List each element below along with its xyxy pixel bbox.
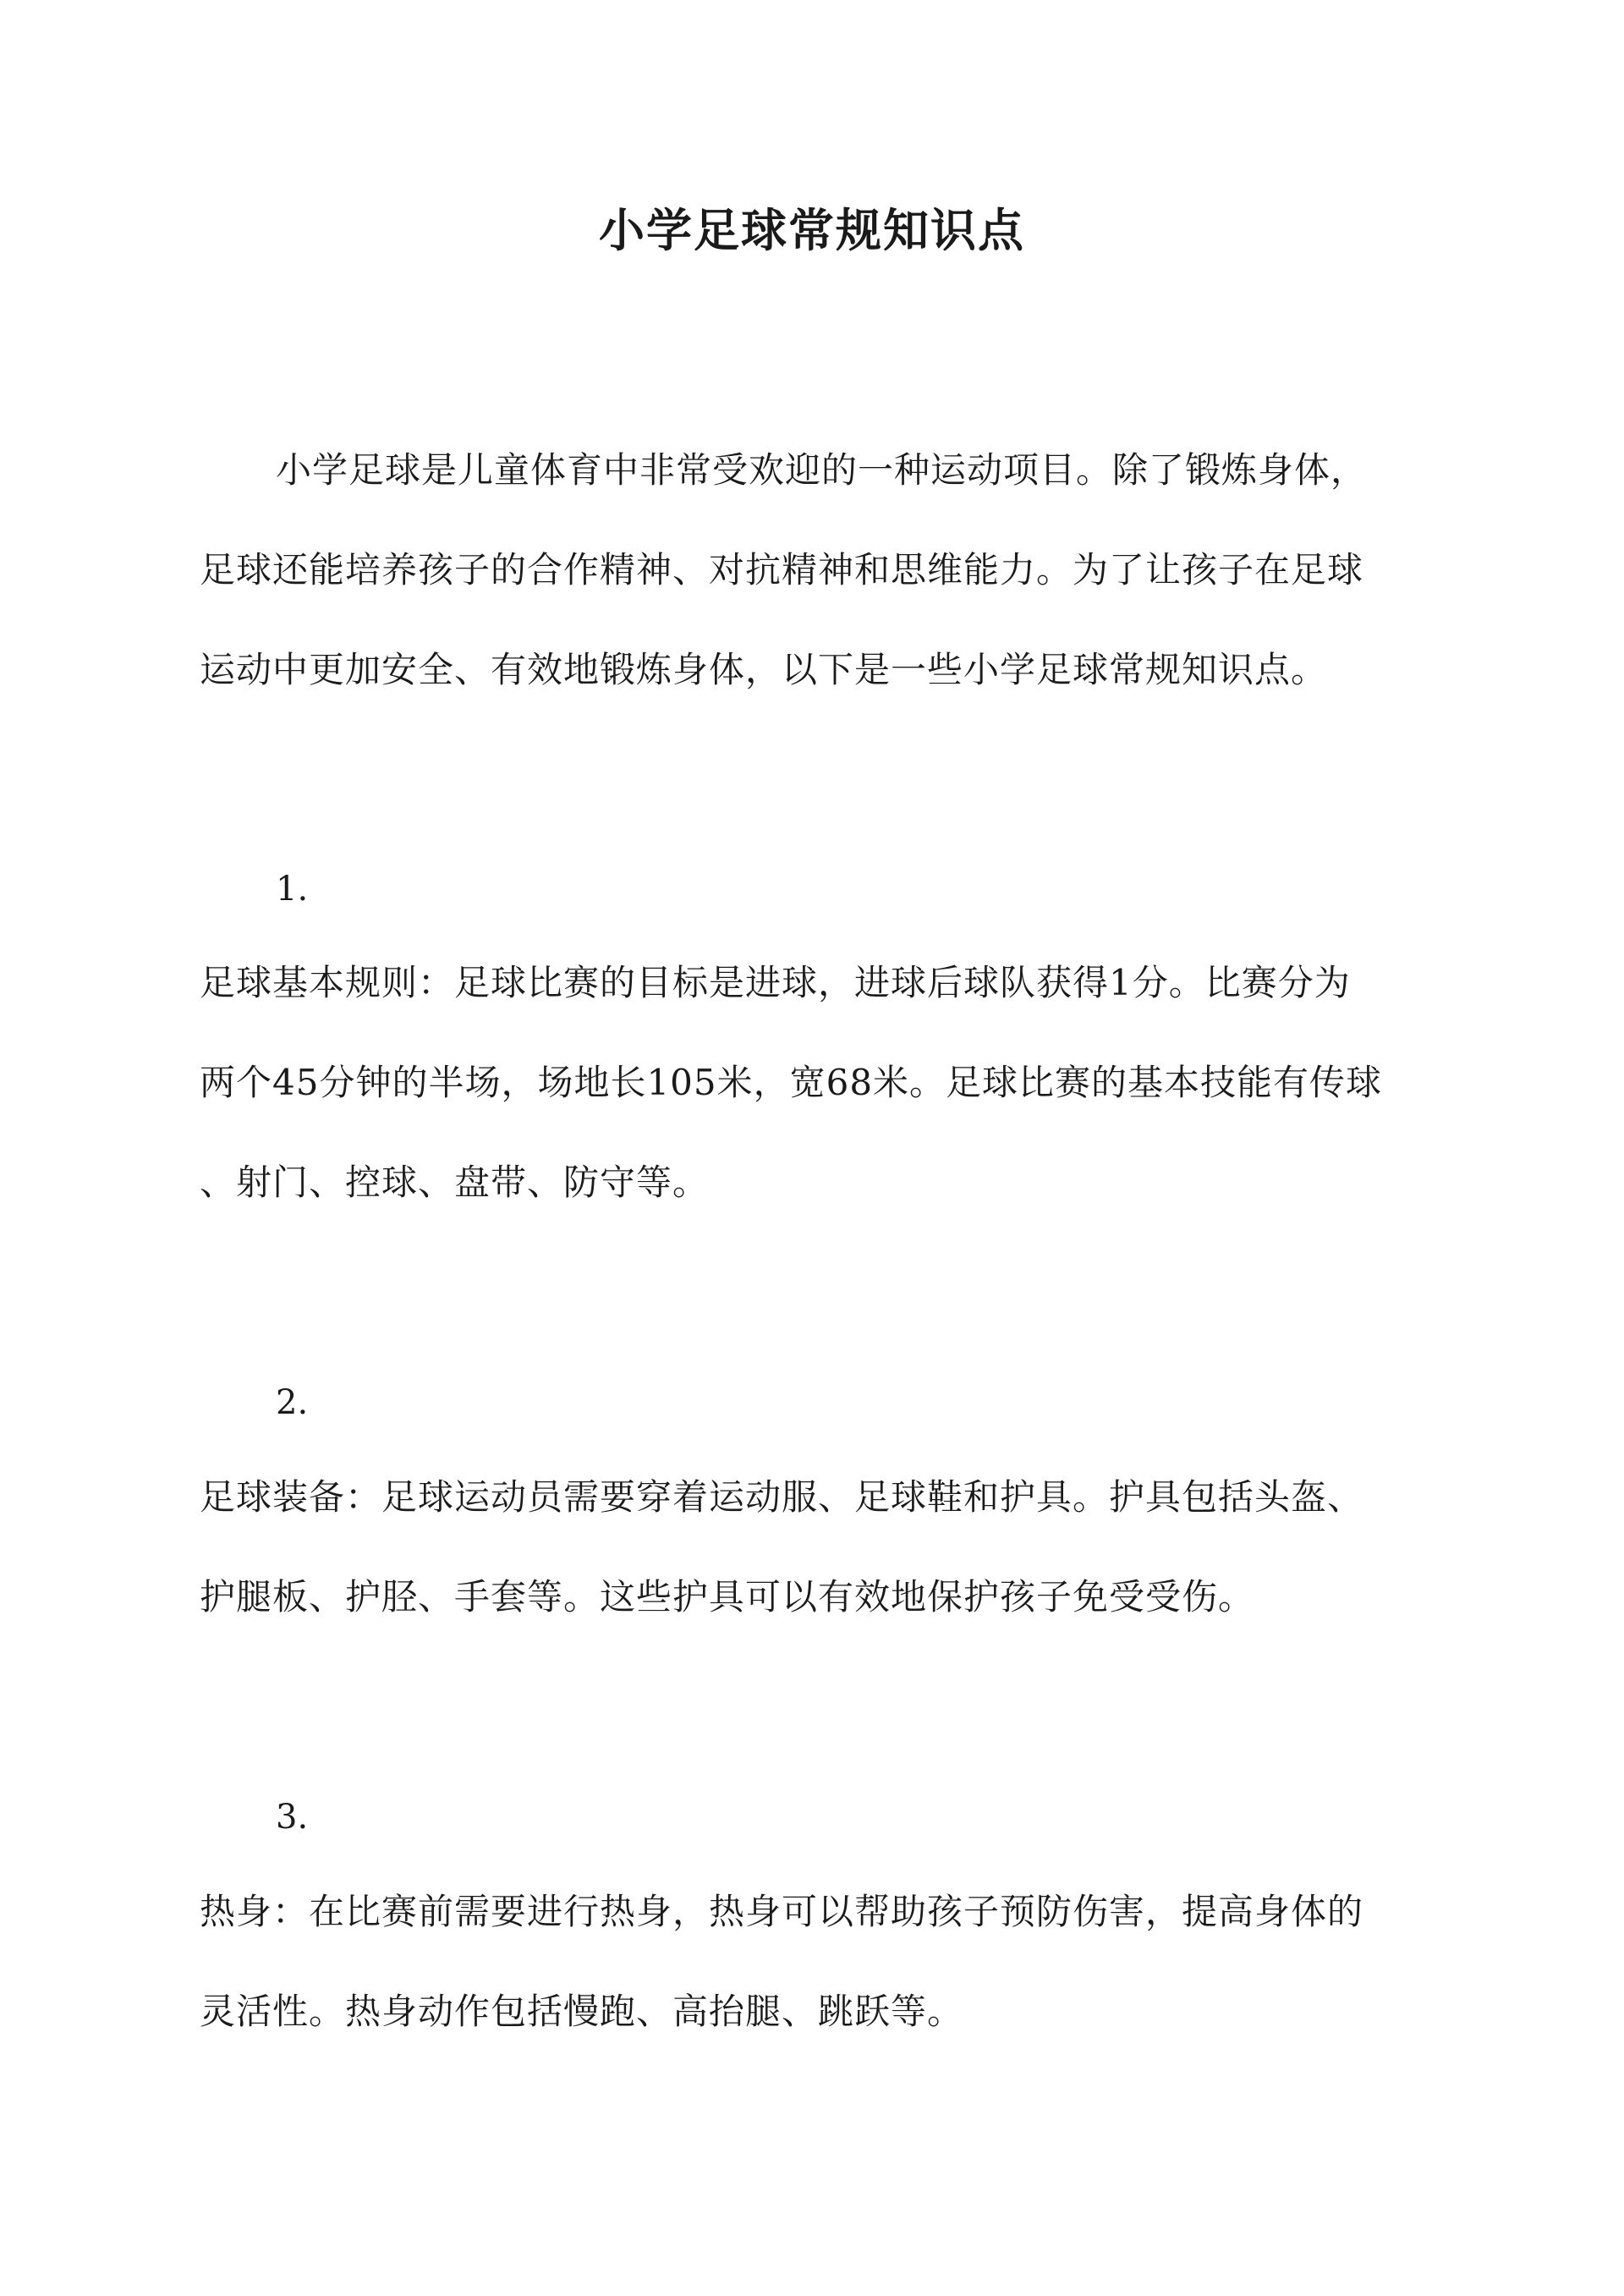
intro-line-3: 运动中更加安全、有效地锻炼身体，以下是一些小学足球常规知识点。 bbox=[200, 649, 1328, 690]
section-3-number: 3. bbox=[276, 1798, 309, 1837]
intro-line-1: 小学足球是儿童体育中非常受欢迎的一种运动项目。除了锻炼身体， bbox=[276, 449, 1368, 491]
section-1-line-3: 、射门、控球、盘带、防守等。 bbox=[200, 1162, 710, 1203]
section-1-line-2: 两个45分钟的半场，场地长105米，宽68米。足球比赛的基本技能有传球 bbox=[200, 1062, 1383, 1103]
section-1-number: 1. bbox=[276, 870, 309, 909]
section-3-line-2: 灵活性。热身动作包括慢跑、高抬腿、跳跃等。 bbox=[200, 1991, 964, 2032]
section-1-line-1: 足球基本规则：足球比赛的目标是进球，进球后球队获得1分。比赛分为 bbox=[200, 962, 1351, 1003]
intro-line-2: 足球还能培养孩子的合作精神、对抗精神和思维能力。为了让孩子在足球 bbox=[200, 549, 1364, 590]
section-2-number: 2. bbox=[276, 1383, 309, 1422]
section-2-line-2: 护腿板、护胫、手套等。这些护具可以有效地保护孩子免受受伤。 bbox=[200, 1576, 1255, 1618]
section-2-line-1: 足球装备：足球运动员需要穿着运动服、足球鞋和护具。护具包括头盔、 bbox=[200, 1476, 1364, 1518]
section-3-line-1: 热身：在比赛前需要进行热身，热身可以帮助孩子预防伤害，提高身体的 bbox=[200, 1891, 1364, 1932]
page-title: 小学足球常规知识点 bbox=[599, 203, 1025, 257]
